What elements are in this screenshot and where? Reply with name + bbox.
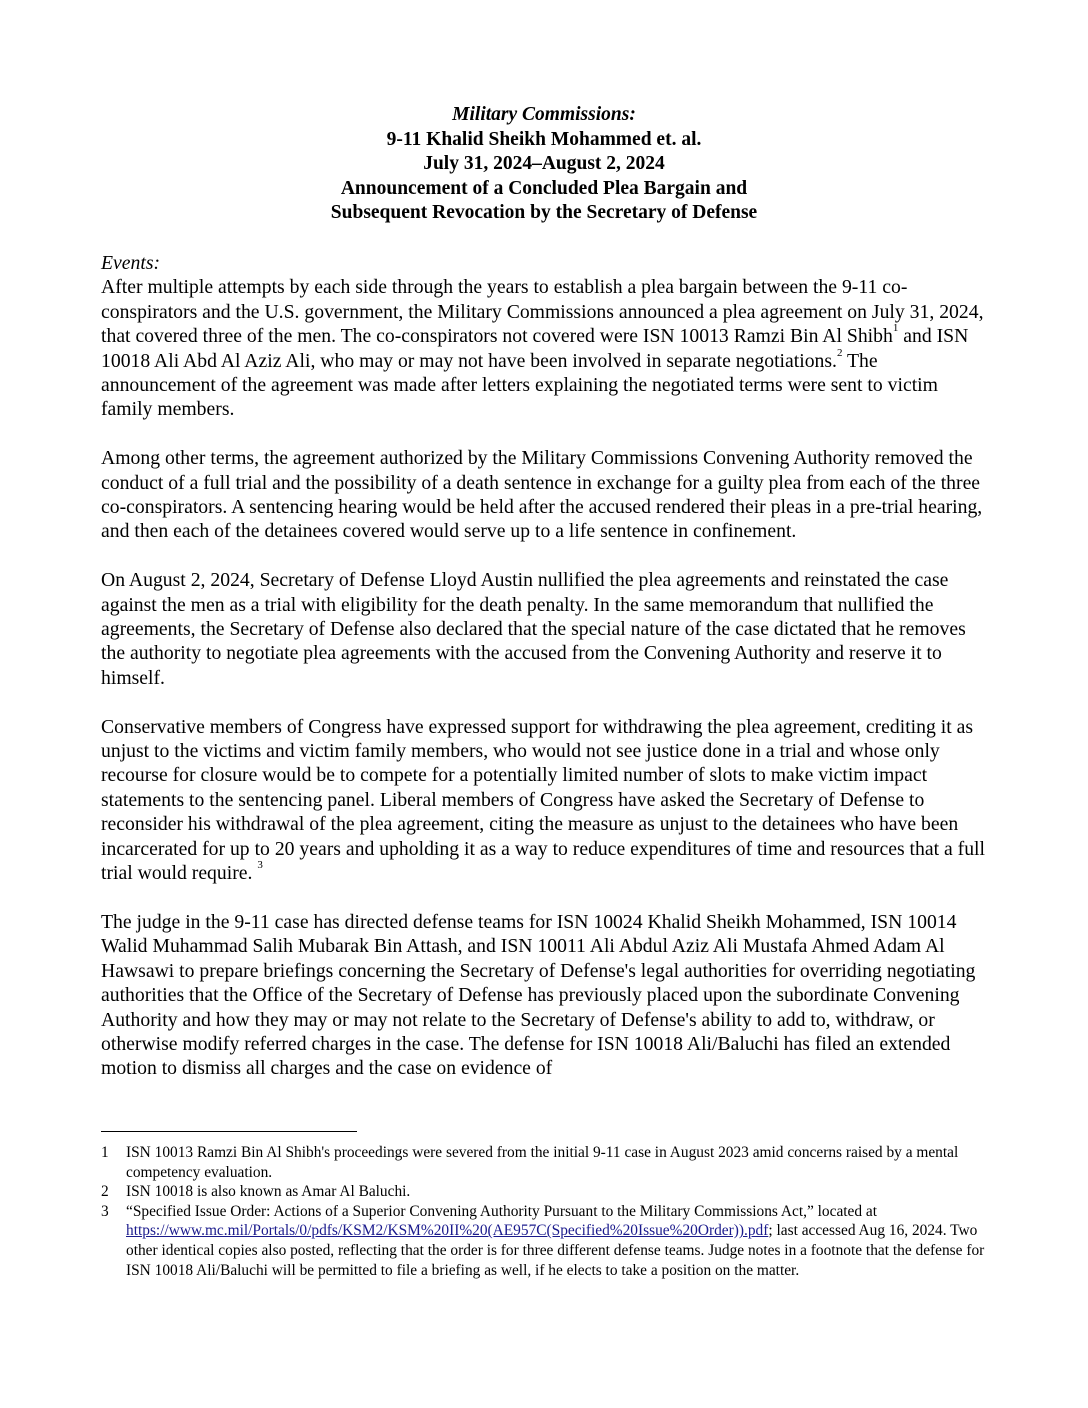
footnote-divider — [101, 1131, 357, 1132]
footnote-3 — [101, 1202, 991, 1280]
title-line-5: Subsequent Revocation by the Secretary of Defense — [330, 202, 758, 223]
source-link[interactable]: https://www.mc.mil/Portals/0/pdfs/KSM2/KSM%20II%20(AE957C(Specified%20Issue%20Order)).pdf — [126, 1222, 769, 1240]
footnote-text: ISN 10018 is also known as Amar Al Baluchi. — [126, 1183, 411, 1201]
paragraph-2: Among other terms, the agreement authorized by the Military Commissions Convening Authority removed the conduct of a full trial and the possibility of a death sentence in exchange for a guilty plea from each of the three co-conspirators. A sentencing hearing would be held after the accused rendered their pleas in a pre-trial hearing, and then each of the detainees covered would serve up to a life sentence in confinement. — [101, 447, 983, 543]
document-body — [101, 251, 991, 1105]
title-line-3: July 31, 2024–August 2, 2024 — [423, 153, 665, 174]
paragraph-5: The judge in the 9-11 case has directed defense teams for ISN 10024 Khalid Sheikh Mohammed, ISN 10014 Walid Muhammad Salih Mubarak Bin Attash, and ISN 10011 Ali Abdul Aziz Ali Mustafa Ahmed Adam Al Hawsawi to prepare briefings concerning the Secretary of Defense's legal authorities for overriding negotiating authorities that the Office of the Secretary of Defense has previously placed upon the subordinate Convening Authority and how they may or may not relate to the Secretary of Defense's ability to add to, withdraw, or otherwise modify referred charges in the case. The defense for ISN 10018 Ali/Baluchi has filed an extended motion to dismiss all charges and the case on evidence of — [101, 910, 976, 1080]
footnote-1 — [101, 1143, 991, 1182]
footnote-number: 2 — [101, 1183, 109, 1201]
paragraph-4: Conservative members of Congress have expressed support for withdrawing the plea agreement, crediting it as unjust to the victims and victim family members, who would not see justice done in a trial and whose only recourse for closure would be to compete for a potentially limited number of slots to make victim impact statements to the sentencing panel. Liberal members of Congress have asked the Secretary of Defense to reconsider his withdrawal of the plea agreement, citing the measure as unjust to the detainees who have been incarcerated for up to 20 years and upholding it as a way to reduce expenditures of time and resources that a full trial would require. $^3$ — [101, 715, 985, 885]
footnote-ref-1[interactable]: 1 — [892, 322, 899, 335]
footnote-number: 3 — [101, 1202, 109, 1220]
footnote-2 — [101, 1182, 991, 1202]
footnotes — [101, 1143, 991, 1280]
title-line-1: Military Commissions: — [452, 104, 636, 125]
footnote-ref-3[interactable]: 3 — [257, 859, 263, 872]
title-line-4: Announcement of a Concluded Plea Bargain and — [340, 177, 748, 199]
footnote-ref-2[interactable]: 2 — [836, 346, 843, 359]
events-label: Events: — [101, 252, 161, 274]
paragraph-3: On August 2, 2024, Secretary of Defense Lloyd Austin nullified the plea agreements and reinstated the case against the men as a trial with eligibility for the death penalty. In the same memorandum that nullified the agreements, the Secretary of Defense also declared that the special nature of the case dictated that he removes the authority to negotiate plea agreements with the accused from the Convening Authority and reserve it to himself. — [101, 569, 966, 689]
paragraph-1: Events: After multiple attempts by each side through the years to establish a plea bargain between the 9-11 co-conspirators and the U.S. government, the Military Commissions announced a plea agreement on July 31, 2024, that covered three of the men. The co-conspirators not covered were ISN 10013 Ramzi Bin Al Shibh$^1$ and ISN 10018 Ali Abd Al Aziz Ali, who may or may not have been involved in separate negotiations.$^2$ The announcement of the agreement was made after letters explaining the negotiated terms were sent to victim family members. — [101, 252, 984, 421]
document-title — [0, 103, 1088, 226]
footnote-text: ISN 10013 Ramzi Bin Al Shibh's proceedings were severed from the initial 9-11 case in August 2023 amid concerns raised by a mental competency evaluation. — [126, 1144, 959, 1181]
footnote-text: “Specified Issue Order: Actions of a Superior Convening Authority Pursuant to the Military Commissions Act,” located at https://www.mc.mil/Portals/0/pdfs/KSM2/KSM%20II%20(AE957C(Specified%20Issue%20Order)).pdf; last accessed Aug 16, 2024. Two other identical copies also posted, reflecting that the order is for three different defense teams. Judge notes in a footnote that the defense for ISN 10018 Ali/Baluchi will be permitted to file a briefing as well, if he elects to take a position on the matter. — [126, 1202, 985, 1279]
footnote-number: 1 — [101, 1144, 109, 1161]
title-line-2: 9-11 Khalid Sheikh Mohammed et. al. — [386, 128, 702, 150]
